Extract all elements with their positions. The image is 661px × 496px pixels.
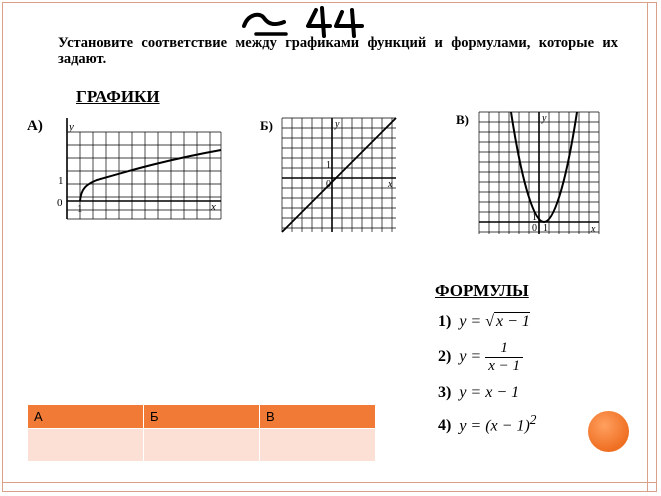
formula-2-number: 2): [438, 348, 452, 366]
graphs-heading: ГРАФИКИ: [76, 87, 160, 106]
formula-2-lhs: y =: [459, 348, 486, 366]
graph-b-x-label: x: [388, 179, 393, 190]
formula-3-text: y = x − 1: [459, 384, 520, 401]
formula-2: [438, 340, 523, 375]
answer-table-header: [28, 405, 376, 429]
graph-c-x-label: x: [591, 224, 596, 235]
formula-2-fraction: [485, 340, 523, 375]
handwritten-note-graphic: [238, 4, 368, 38]
graph-c-one-y: 1: [532, 212, 537, 223]
formula-2-denominator: x − 1: [488, 358, 521, 374]
frame-bottom-line: [2, 482, 657, 483]
graph-b-line: [282, 118, 396, 232]
answer-header-a: А: [28, 405, 144, 429]
answer-cell-b[interactable]: [144, 429, 260, 462]
formula-1-number: 1): [438, 313, 452, 330]
graph-a-zero: 0: [57, 197, 63, 209]
answer-header-b: Б: [144, 405, 260, 429]
answer-cell-a[interactable]: [28, 429, 144, 462]
graph-a-y-label: y: [69, 121, 74, 133]
graph-c: [477, 110, 603, 236]
task-text: Установите соответствие между графиками функций и формулами, которые их задают.: [58, 35, 618, 67]
formula-1-lhs: y =: [459, 313, 486, 330]
formula-2-numerator: 1: [485, 340, 523, 358]
graph-b: [280, 116, 400, 234]
formula-4-exponent: 2: [529, 412, 537, 427]
graph-a-label: А): [27, 118, 43, 134]
answer-table: [27, 404, 376, 462]
graph-a-x-label: x: [211, 201, 216, 213]
answer-header-c: В: [260, 405, 376, 429]
graph-c-y-label: y: [542, 113, 547, 124]
graph-a-curve: [80, 150, 221, 201]
graph-c-zero: 0: [532, 223, 537, 234]
formulas-heading: ФОРМУЛЫ: [435, 281, 529, 300]
graph-b-y-label: y: [335, 119, 340, 130]
graph-b-one: 1: [326, 160, 331, 171]
decorative-circle: [588, 411, 629, 452]
formula-1-radicand: x − 1: [496, 313, 530, 330]
graph-a-one-y: 1: [58, 175, 64, 187]
formula-1: 1) y = √ x − 1: [438, 313, 530, 330]
formula-3-number: 3): [438, 384, 452, 401]
formula-4: [438, 412, 536, 435]
answer-cell-c[interactable]: [260, 429, 376, 462]
graph-a-one-x: 1: [77, 203, 83, 215]
graph-c-one-x: 1: [543, 223, 548, 234]
answer-table-row: [28, 429, 376, 462]
frame-right-line: [647, 2, 648, 492]
graph-c-parabola: [511, 112, 577, 222]
formula-4-lhs: y = (x − 1): [459, 417, 530, 435]
graph-b-zero: 0: [326, 179, 331, 190]
graph-b-label: Б): [260, 118, 273, 133]
graph-a: [55, 114, 225, 226]
formula-4-number: 4): [438, 417, 452, 435]
graph-a-grid: [67, 118, 221, 219]
graph-c-label: В): [456, 112, 469, 127]
formula-3: [438, 384, 519, 402]
